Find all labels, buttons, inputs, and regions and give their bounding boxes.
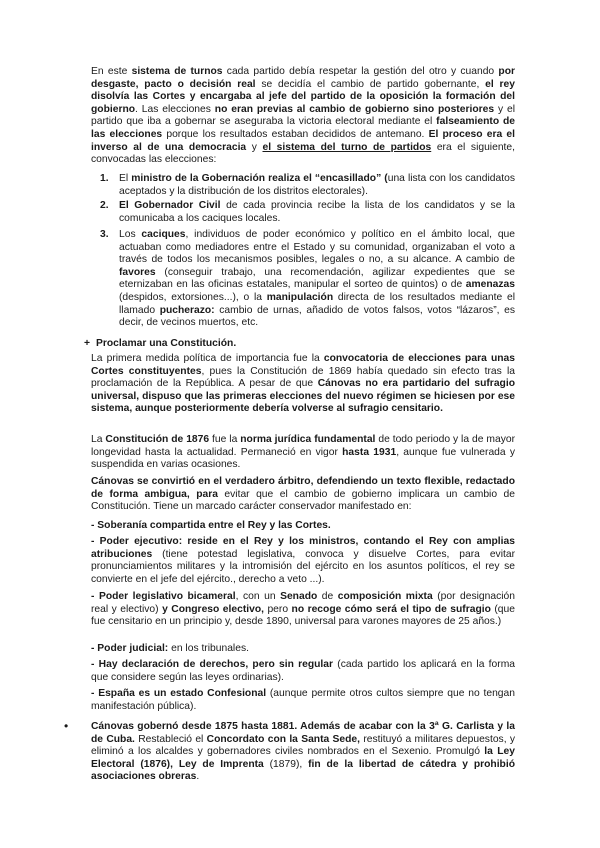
text-run: , con un — [235, 591, 281, 602]
text-run: La — [91, 434, 106, 445]
text-run: composición mixta — [337, 591, 433, 602]
text-run: no recoge cómo será el tipo de sufragio — [291, 603, 491, 615]
canovas-paragraph — [91, 721, 515, 784]
text-run: - Poder legislativo bicameral — [91, 591, 236, 602]
text-run: de todo periodo y la de mayor longevidad hasta la actualidad. Permaneció en vigor — [91, 434, 515, 458]
text-run: pucherazo: — [159, 304, 215, 316]
text-run: por desgaste, pacto o decisión real — [91, 66, 516, 90]
text-run: Restableció el — [134, 733, 207, 745]
text-run: (despidos, extorsiones...), o la — [119, 291, 267, 303]
step-number-2: 2. — [100, 200, 109, 211]
text-run: y Congreso electivo, — [162, 603, 264, 615]
text-run: , individuos de poder económico y político en el ámbito local, que actuaban como mediadores entre el Estado y su comunidad, organizaban el voto a través de todos los mecanismos posibles, legales o no, a su alcance. A cambio de — [119, 229, 515, 266]
text-run: . — [196, 771, 200, 783]
constitucion-paragraph-2 — [91, 434, 515, 472]
text-run: fue la — [209, 434, 241, 445]
text-run: En este — [91, 66, 132, 77]
step-item-3 — [119, 229, 515, 330]
text-run: norma jurídica fundamental — [240, 434, 376, 445]
text-run: . Las elecciones — [135, 103, 215, 115]
feature-poder-legislativo — [91, 591, 515, 629]
text-run: (por designación real y electivo) — [91, 591, 516, 615]
text-run: (tiene potestad legislativa, convoca y disuelve Cortes, para evitar pronunciamientos militares y la intromisión del ejército en los asuntos políticos, el rey se convierte en el jefe del ejército., derecho a veto ...). — [91, 548, 515, 585]
text-run: (conseguir trabajo, una recomendación, agilizar expedientes que se eternizaban en las oficinas estatales, manipular el sorteo de quintos) o de — [119, 266, 515, 291]
text-run: caciques — [141, 229, 186, 240]
text-run: La primera medida política de importancia fue la — [91, 353, 324, 364]
text-run: favores — [119, 266, 156, 278]
text-run: Cánovas se convirtió en el verdadero árbitro, defendiendo un texto flexible, redactado de forma ambigua, para — [91, 476, 515, 500]
text-run: restituyó a militares depuestos, y eliminó a los alcaldes y gobernadores civiles nombrados en el Sexenio. Promulgó — [91, 733, 516, 758]
feature-confesional — [91, 688, 515, 713]
text-run: ministro de la Gobernación realiza el “encasillado” ( — [131, 173, 388, 184]
text-run: directa de los resultados mediante el llamado — [119, 291, 515, 316]
text-run: se decidía el cambio de partido gobernante, — [255, 78, 486, 90]
text-run: el rey disolvía las Cortes y encargaba al jefe del partido de la oposición la formación del gobierno — [91, 78, 515, 115]
text-run: una lista con los candidatos aceptados y la distribución de los distritos electorales). — [119, 173, 515, 197]
text-run: no eran previas al cambio de gobierno sino posteriores — [214, 103, 495, 115]
text-run: porque los resultados estaban decididos de antemano. — [162, 128, 429, 140]
text-run: fin de la libertad de cátedra y prohibió asociaciones obreras — [91, 758, 515, 783]
text-run: convocatoria de elecciones para unas Cortes constituyentes — [91, 353, 515, 377]
feature-poder-judicial — [91, 643, 515, 656]
text-run: la Ley Electoral (1876), Ley de Imprenta — [91, 746, 515, 770]
text-run: - España es un estado Confesional — [91, 688, 267, 699]
text-run: Concordato con la Santa Sede, — [206, 733, 361, 745]
text-run: en los tribunales. — [168, 643, 249, 654]
text-run: El Gobernador Civil — [119, 200, 221, 211]
text-run: Los — [119, 229, 142, 240]
text-run: Cánovas gobernó desde 1875 hasta 1881. Además de acabar con la 3ª G. Carlista y la de Cuba. — [91, 721, 515, 745]
text-run: el sistema del turno de partidos — [262, 141, 432, 153]
plus-marker: + — [84, 338, 91, 349]
text-run: y — [246, 141, 263, 153]
text-run: pero — [263, 603, 292, 615]
text-run: , aunque fue vulnerada y suspendida en varias ocasiones. — [91, 446, 516, 471]
intro-paragraph — [91, 66, 515, 167]
text-run: (cada partido los aplicará en la forma que considere según las leyes ordinarias). — [91, 659, 515, 683]
text-run: , pues la Constitución de 1869 había quedado sin efecto tras la proclamación de la República. A pesar de que — [91, 365, 515, 390]
text-run: Constitución de 1876 — [105, 434, 210, 445]
feature-soberania — [91, 520, 515, 533]
text-run: El proceso era el inverso al de una democracia — [91, 128, 515, 153]
step-item-2 — [119, 200, 515, 225]
text-run: y el partido que iba a gobernar se aseguraba la victoria electoral mediante el — [91, 103, 515, 128]
feature-derechos — [91, 659, 515, 684]
text-run: - Poder judicial: — [91, 643, 169, 654]
text-run: (que fue censitario en un principio y, desde 1890, universal para varones mayores de 25 años.) — [91, 603, 515, 628]
text-run: - Poder ejecutivo: reside en el Rey y los ministros, contando el Rey con amplias atribuciones — [91, 536, 515, 560]
text-run: falseamiento de las elecciones — [91, 116, 515, 140]
text-run: (1879), — [263, 758, 309, 770]
text-run: Senado — [280, 591, 318, 602]
step-item-1 — [119, 173, 515, 198]
text-run: - Hay declaración de derechos, pero sin regular — [91, 659, 334, 670]
text-run: - Soberanía compartida entre el Rey y las Cortes. — [91, 520, 331, 531]
text-run: evitar que el cambio de gobierno implicara un cambio de Constitución. Tiene un marcado carácter conservador manifestado en: — [91, 488, 515, 513]
text-run: sistema de turnos — [131, 66, 223, 77]
text-run: era el siguiente, convocadas las elecciones: — [91, 141, 515, 166]
text-run: cambio de urnas, añadido de votos falsos, votos “lázaros”, es decir, de vecinos muertos, etc. — [119, 304, 515, 329]
heading-constitucion: Proclamar una Constitución. — [96, 338, 237, 349]
constitucion-paragraph-1 — [91, 353, 515, 416]
feature-poder-ejecutivo — [91, 536, 515, 586]
text-run: amenazas — [465, 279, 515, 291]
text-run: manipulación — [266, 291, 334, 303]
text-run: de cada provincia recibe la lista de los candidatos y se la comunicaba a los caciques locales. — [119, 200, 515, 224]
step-number-3: 3. — [100, 229, 109, 240]
text-run: (aunque permite otros cultos siempre que no tengan manifestación pública). — [91, 688, 515, 712]
bullet-icon: • — [64, 719, 69, 733]
constitucion-paragraph-3 — [91, 476, 515, 514]
text-run: El — [119, 173, 132, 184]
step-number-1: 1. — [100, 173, 109, 184]
text-run: Cánovas no era partidario del sufragio universal, dispuso que las primeras elecciones del nuevo régimen se hiciesen por ese sistema, aunque posteriormente debería volverse al sufragio censitario. — [91, 378, 515, 415]
text-run: de — [317, 591, 338, 602]
text-run: cada partido debía respetar la gestión del otro y cuando — [222, 66, 499, 77]
text-run: hasta 1931 — [342, 446, 397, 458]
